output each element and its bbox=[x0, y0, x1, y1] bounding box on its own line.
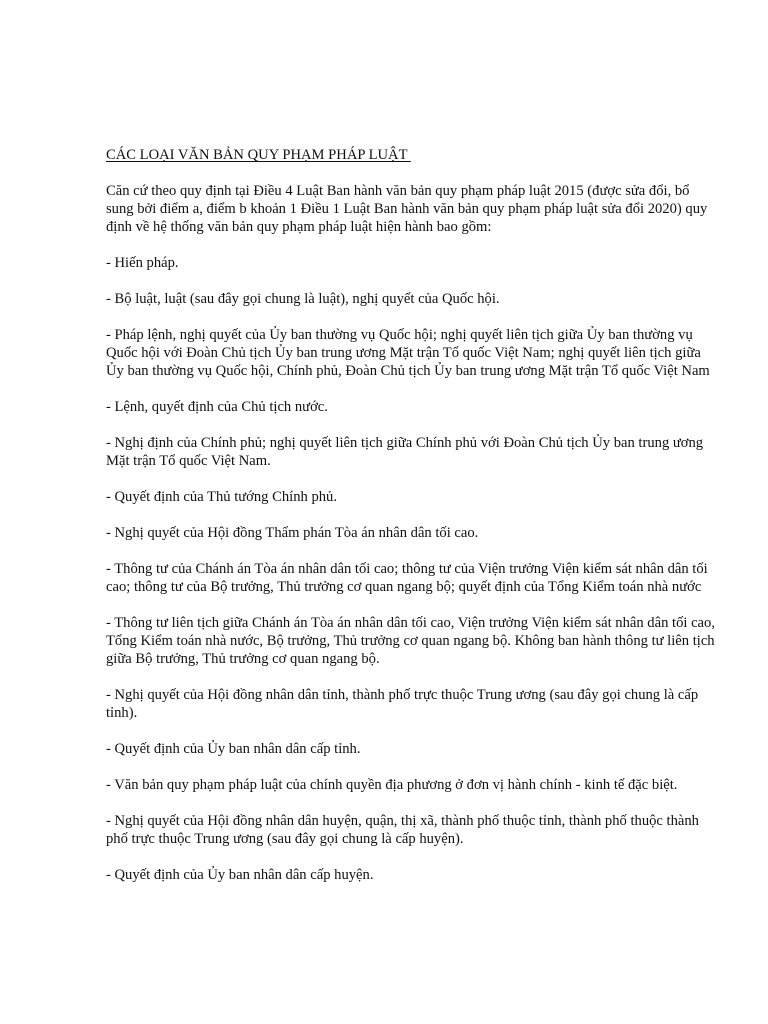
list-item: - Lệnh, quyết định của Chủ tịch nước. bbox=[106, 399, 328, 415]
list-item: - Pháp lệnh, nghị quyết của Ủy ban thường vụ Quốc hội; nghị quyết liên tịch giữa Ủy ban thường vụ Quốc hội với Đoàn Chủ tịch Ủy ban trung ương Mặt trận Tổ quốc Việt Nam; nghị quyết liên tịch giữa Ủy ban thường vụ Quốc hội, Chính phủ, Đoàn Chủ tịch Ủy ban trung ương Mặt trận Tổ quốc Việt Nam bbox=[106, 327, 710, 379]
list-item: - Quyết định của Ủy ban nhân dân cấp huyện. bbox=[106, 867, 374, 883]
list-item: - Nghị quyết của Hội đồng nhân dân tỉnh, thành phố trực thuộc Trung ương (sau đây gọi chung là cấp tỉnh). bbox=[106, 687, 699, 721]
document-title: CÁC LOẠI VĂN BẢN QUY PHẠM PHÁP LUẬT bbox=[106, 147, 411, 163]
list-item: - Thông tư liên tịch giữa Chánh án Tòa án nhân dân tối cao, Viện trưởng Viện kiểm sát nhân dân tối cao, Tổng Kiểm toán nhà nước, Bộ trưởng, Thủ trưởng cơ quan ngang bộ. Không ban hành thông tư liên tịch giữa Bộ trưởng, Thủ trưởng cơ quan ngang bộ. bbox=[106, 615, 715, 667]
list-item: - Quyết định của Ủy ban nhân dân cấp tỉnh. bbox=[106, 741, 361, 757]
list-item: - Nghị quyết của Hội đồng nhân dân huyện, quận, thị xã, thành phố thuộc tỉnh, thành phố thuộc thành phố trực thuộc Trung ương (sau đây gọi chung là cấp huyện). bbox=[106, 813, 699, 847]
list-item: - Hiến pháp. bbox=[106, 255, 179, 271]
list-item: - Thông tư của Chánh án Tòa án nhân dân tối cao; thông tư của Viện trưởng Viện kiểm sát nhân dân tối cao; thông tư của Bộ trưởng, Thủ trưởng cơ quan ngang bộ; quyết định của Tổng Kiểm toán nhà nước bbox=[106, 561, 708, 595]
list-item: - Nghị quyết của Hội đồng Thẩm phán Tòa án nhân dân tối cao. bbox=[106, 525, 479, 541]
intro-paragraph: Căn cứ theo quy định tại Điều 4 Luật Ban hành văn bản quy phạm pháp luật 2015 (được sửa đổi, bổ sung bởi điểm a, điểm b khoản 1 Điều 1 Luật Ban hành văn bản quy phạm pháp luật sửa đổi 2020) quy định về hệ thống văn bản quy phạm pháp luật hiện hành bao gồm: bbox=[106, 183, 708, 235]
list-item: - Bộ luật, luật (sau đây gọi chung là luật), nghị quyết của Quốc hội. bbox=[106, 291, 500, 307]
list-item: - Văn bản quy phạm pháp luật của chính quyền địa phương ở đơn vị hành chính - kinh tế đặc biệt. bbox=[106, 777, 678, 793]
list-item: - Quyết định của Thủ tướng Chính phủ. bbox=[106, 489, 337, 505]
document-page bbox=[106, 146, 716, 902]
list-item: - Nghị định của Chính phủ; nghị quyết liên tịch giữa Chính phủ với Đoàn Chủ tịch Ủy ban trung ương Mặt trận Tổ quốc Việt Nam. bbox=[106, 435, 704, 469]
